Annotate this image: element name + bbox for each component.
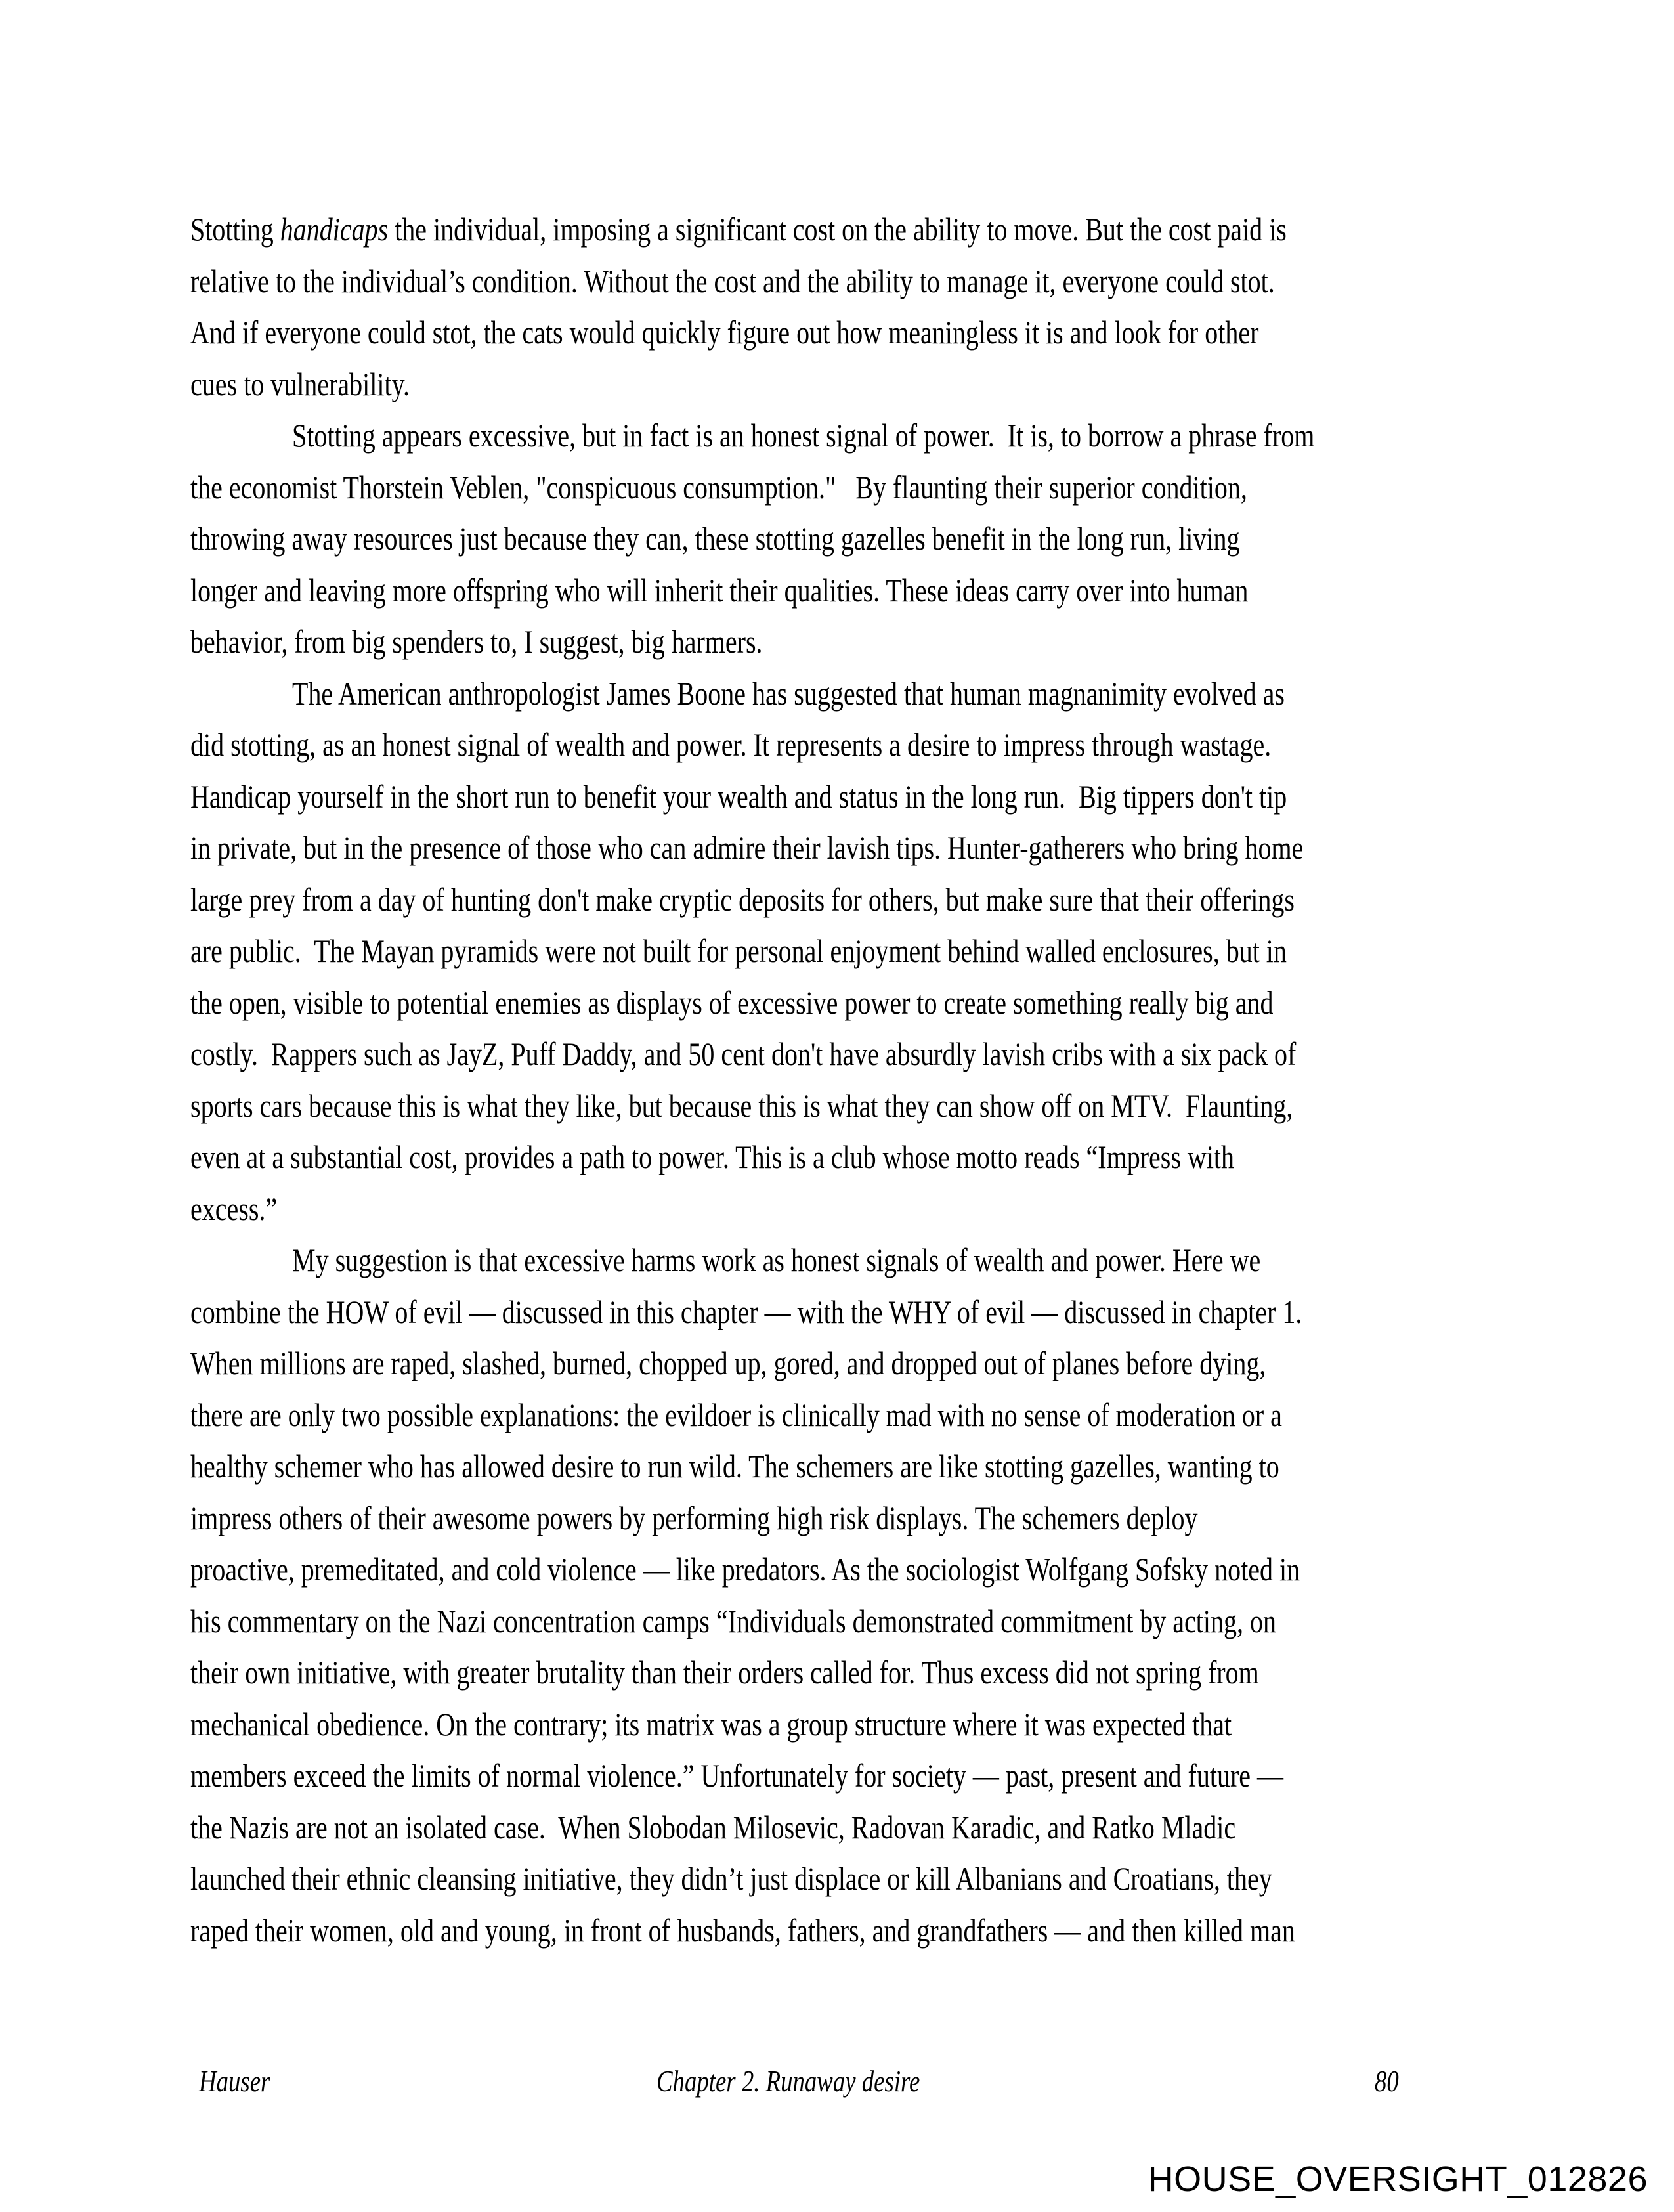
text-line: sports cars because this is what they like, but because this is what they can show off on MTV. Flaunting, xyxy=(190,1087,1293,1124)
text-line: members exceed the limits of normal violence.” Unfortunately for society — past, present and future — xyxy=(190,1757,1284,1794)
text-line: are public. The Mayan pyramids were not built for personal enjoyment behind walled enclosures, but in xyxy=(190,932,1287,969)
body-text xyxy=(190,204,1493,1956)
paragraph xyxy=(190,410,1493,668)
text-line: behavior, from big spenders to, I suggest, big harmers. xyxy=(190,623,763,660)
text-line: And if everyone could stot, the cats would quickly figure out how meaningless it is and look for other xyxy=(190,314,1259,351)
italic-text: handicaps xyxy=(280,211,389,248)
text-line: relative to the individual’s condition. Without the cost and the ability to manage it, everyone could stot. xyxy=(190,262,1275,299)
text-line: raped their women, old and young, in front of husbands, fathers, and grandfathers — and then killed man xyxy=(190,1911,1295,1949)
text-line: My suggestion is that excessive harms work as honest signals of wealth and power. Here we xyxy=(292,1242,1261,1278)
text-line: did stotting, as an honest signal of wealth and power. It represents a desire to impress through wastage. xyxy=(190,726,1272,763)
paragraph xyxy=(190,204,1493,410)
text-line: costly. Rappers such as JayZ, Puff Daddy, and 50 cent don't have absurdly lavish cribs with a six pack of xyxy=(190,1035,1297,1072)
text-line: Handicap yourself in the short run to benefit your wealth and status in the long run. Big tippers don't tip xyxy=(190,777,1287,815)
text-line: excess.” xyxy=(190,1190,278,1227)
paragraph xyxy=(190,1234,1493,1956)
text-line: the Nazis are not an isolated case. When Slobodan Milosevic, Radovan Karadic, and Ratko Mladic xyxy=(190,1808,1236,1846)
text-line xyxy=(190,204,1287,255)
text-line: combine the HOW of evil — discussed in this chapter — with the WHY of evil — discussed in chapter 1. xyxy=(190,1293,1302,1330)
text-line: impress others of their awesome powers by performing high risk displays. The schemers deploy xyxy=(190,1499,1198,1536)
text-line: in private, but in the presence of those who can admire their lavish tips. Hunter-gatherers who bring home xyxy=(190,829,1304,866)
footer-author: Hauser xyxy=(199,2064,270,2098)
footer-chapter-title: Chapter 2. Runaway desire xyxy=(656,2064,920,2098)
text-line: the open, visible to potential enemies as displays of excessive power to create something really big and xyxy=(190,984,1274,1021)
text-line: their own initiative, with greater brutality than their orders called for. Thus excess did not spring from xyxy=(190,1654,1259,1691)
text-line: longer and leaving more offspring who will inherit their qualities. These ideas carry over into human xyxy=(190,571,1249,609)
text-line: Stotting appears excessive, but in fact is an honest signal of power. It is, to borrow a phrase from xyxy=(292,417,1315,454)
text-line: throwing away resources just because they can, these stotting gazelles benefit in the long run, living xyxy=(190,520,1240,557)
text-segment: Stotting xyxy=(190,211,280,248)
text-line: cues to vulnerability. xyxy=(190,365,410,402)
paragraph xyxy=(190,668,1493,1235)
text-line: launched their ethnic cleansing initiative, they didn’t just displace or kill Albanians and Croatians, they xyxy=(190,1860,1272,1897)
text-line: large prey from a day of hunting don't make cryptic deposits for others, but make sure that their offerings xyxy=(190,880,1295,918)
text-line: proactive, premeditated, and cold violence — like predators. As the sociologist Wolfgang Sofsky noted in xyxy=(190,1551,1300,1588)
text-line: The American anthropologist James Boone has suggested that human magnanimity evolved as xyxy=(292,674,1285,712)
text-line: the economist Thorstein Veblen, "conspicuous consumption." By flaunting their superior condition, xyxy=(190,468,1247,506)
text-line: healthy schemer who has allowed desire to run wild. The schemers are like stotting gazelles, wanting to xyxy=(190,1448,1279,1485)
text-line: there are only two possible explanations: the evildoer is clinically mad with no sense of moderation or a xyxy=(190,1396,1282,1433)
footer-page-number: 80 xyxy=(1375,2064,1399,2098)
text-segment: the individual, imposing a significant cost on the ability to move. But the cost paid is xyxy=(388,211,1287,248)
text-line: his commentary on the Nazi concentration camps “Individuals demonstrated commitment by acting, on xyxy=(190,1602,1276,1639)
text-line: mechanical obedience. On the contrary; its matrix was a group structure where it was expected that xyxy=(190,1705,1232,1743)
bates-stamp: HOUSE_OVERSIGHT_012826 xyxy=(1148,2159,1648,2199)
text-line: When millions are raped, slashed, burned, chopped up, gored, and dropped out of planes before dying, xyxy=(190,1345,1266,1381)
text-line: even at a substantial cost, provides a path to power. This is a club whose motto reads “Impress with xyxy=(190,1139,1235,1175)
